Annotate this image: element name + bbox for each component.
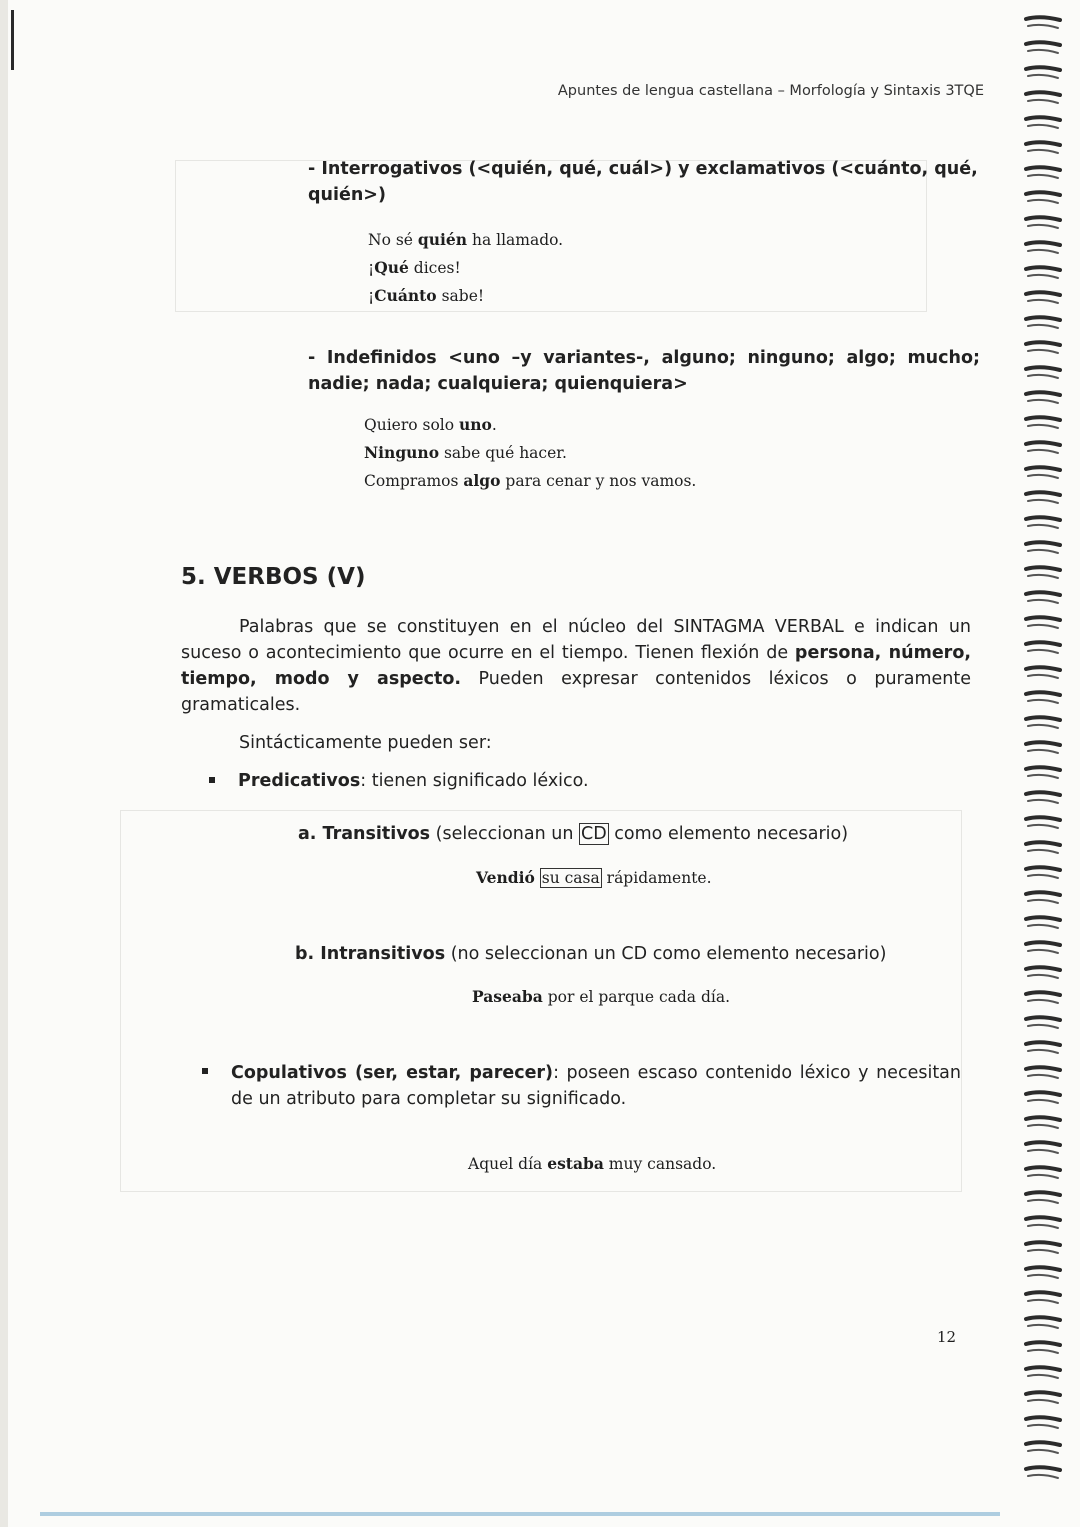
binding-coil-icon xyxy=(1024,789,1062,807)
binding-coil-icon xyxy=(1024,564,1062,582)
binding-coil-icon xyxy=(1024,389,1062,407)
binding-coil-icon xyxy=(1024,339,1062,357)
predicativos-item: Predicativos: tienen significado léxico. xyxy=(238,771,589,791)
binding-coil-icon xyxy=(1024,1339,1062,1357)
binding-coil-icon xyxy=(1024,214,1062,232)
binding-coil-icon xyxy=(1024,289,1062,307)
interrogativos-examples xyxy=(368,226,563,310)
binding-coil-icon xyxy=(1024,1414,1062,1432)
page-number: 12 xyxy=(937,1328,957,1346)
binding-coil-icon xyxy=(1024,1464,1062,1482)
binding-coil-icon xyxy=(1024,1264,1062,1282)
binding-coil-icon xyxy=(1024,1089,1062,1107)
example-line: Ninguno sabe qué hacer. xyxy=(364,443,567,462)
binding-coil-icon xyxy=(1024,164,1062,182)
binding-coil-icon xyxy=(1024,964,1062,982)
binding-coil-icon xyxy=(1024,914,1062,932)
syntax-line: Sintácticamente pueden ser: xyxy=(239,733,492,753)
binding-coil-icon xyxy=(1024,764,1062,782)
indefinidos-title: Indefinidos <uno –y variantes-, alguno; ninguno; algo; mucho; nadie; nada; cualquiera; quienquiera> xyxy=(308,348,980,394)
binding-coil-icon xyxy=(1024,89,1062,107)
copulativos-example: Aquel día estaba muy cansado. xyxy=(468,1154,717,1173)
binding-coil-icon xyxy=(1024,514,1062,532)
binding-coil-icon xyxy=(1024,939,1062,957)
interrogativos-heading xyxy=(308,156,988,208)
binding-coil-icon xyxy=(1024,814,1062,832)
dash: - xyxy=(308,159,322,179)
binding-coil-icon xyxy=(1024,739,1062,757)
binding-coil-icon xyxy=(1024,14,1062,32)
example-line: ¡Qué dices! xyxy=(368,258,461,277)
binding-coil-icon xyxy=(1024,839,1062,857)
binding-coil-icon xyxy=(1024,364,1062,382)
binding-coil-icon xyxy=(1024,114,1062,132)
binding-coil-icon xyxy=(1024,1064,1062,1082)
binding-coil-icon xyxy=(1024,1114,1062,1132)
binding-coil-icon xyxy=(1024,64,1062,82)
binding-coil-icon xyxy=(1024,239,1062,257)
binding-coil-icon xyxy=(1024,1289,1062,1307)
binding-coil-icon xyxy=(1024,314,1062,332)
binding-coil-icon xyxy=(1024,614,1062,632)
binding-coil-icon xyxy=(1024,1039,1062,1057)
binding-coil-icon xyxy=(1024,864,1062,882)
running-header: Apuntes de lengua castellana – Morfología y Sintaxis 3TQE xyxy=(557,83,984,99)
binding-coil-icon xyxy=(1024,1189,1062,1207)
example-line: No sé quién ha llamado. xyxy=(368,230,564,249)
binding-coil-icon xyxy=(1024,1314,1062,1332)
example-line: ¡Cuánto sabe! xyxy=(368,286,485,305)
binding-coil-icon xyxy=(1024,1364,1062,1382)
binding-coil-icon xyxy=(1024,1139,1062,1157)
binding-coil-icon xyxy=(1024,689,1062,707)
binding-coil-icon xyxy=(1024,139,1062,157)
binding-coil-icon xyxy=(1024,1014,1062,1032)
binding-coil-icon xyxy=(1024,1389,1062,1407)
example-line: Compramos algo para cenar y nos vamos. xyxy=(364,471,697,490)
transitivos-example: Vendió su casa rápidamente. xyxy=(476,868,712,887)
binding-coil-icon xyxy=(1024,489,1062,507)
binding-coil-icon xyxy=(1024,439,1062,457)
binding-coil-icon xyxy=(1024,889,1062,907)
intransitivos-item: b. Intransitivos (no seleccionan un CD como elemento necesario) xyxy=(295,944,887,964)
interrogativos-title: Interrogativos (<quién, qué, cuál>) y exclamativos (<cuánto, qué, quién>) xyxy=(308,159,978,205)
page-left-edge xyxy=(0,0,8,1527)
indefinidos-examples xyxy=(364,411,696,495)
binding-coil-icon xyxy=(1024,664,1062,682)
binding-coil-icon xyxy=(1024,639,1062,657)
binding-coil-icon xyxy=(1024,1214,1062,1232)
cd-example-boxed: su casa xyxy=(541,869,600,887)
binding-coil-icon xyxy=(1024,989,1062,1007)
dash: - xyxy=(308,348,327,368)
page-bottom-edge xyxy=(40,1512,1000,1516)
binding-coil-icon xyxy=(1024,189,1062,207)
binding-coil-icon xyxy=(1024,1239,1062,1257)
binding-coil-icon xyxy=(1024,539,1062,557)
bullet-icon xyxy=(202,1068,208,1074)
bullet-icon xyxy=(209,777,215,783)
binding-coil-icon xyxy=(1024,714,1062,732)
binding-coil-icon xyxy=(1024,1439,1062,1457)
binding-coil-icon xyxy=(1024,464,1062,482)
transitivos-item: a. Transitivos (seleccionan un CD como elemento necesario) xyxy=(298,824,849,844)
verbos-intro-paragraph: Palabras que se constituyen en el núcleo del SINTAGMA VERBAL e indican un suceso o acontecimiento que ocurre en el tiempo. Tienen flexión de persona, número, tiempo, modo y aspecto. Pueden expresar contenidos léxicos o puramente gramaticales. xyxy=(181,617,971,715)
intransitivos-example: Paseaba por el parque cada día. xyxy=(472,987,731,1006)
binding-coil-icon xyxy=(1024,1164,1062,1182)
example-line: Quiero solo uno. xyxy=(364,415,497,434)
indefinidos-heading xyxy=(308,345,980,397)
copulativos-item: Copulativos (ser, estar, parecer): poseen escaso contenido léxico y necesitan de un atributo para completar su significado. xyxy=(231,1063,961,1109)
cd-boxed: CD xyxy=(581,824,607,844)
binding-coil-icon xyxy=(1024,264,1062,282)
page-corner-mark xyxy=(11,10,14,70)
binding-coil-icon xyxy=(1024,589,1062,607)
binding-coil-icon xyxy=(1024,414,1062,432)
binding-coil-icon xyxy=(1024,39,1062,57)
section-heading: 5. VERBOS (V) xyxy=(181,564,366,590)
